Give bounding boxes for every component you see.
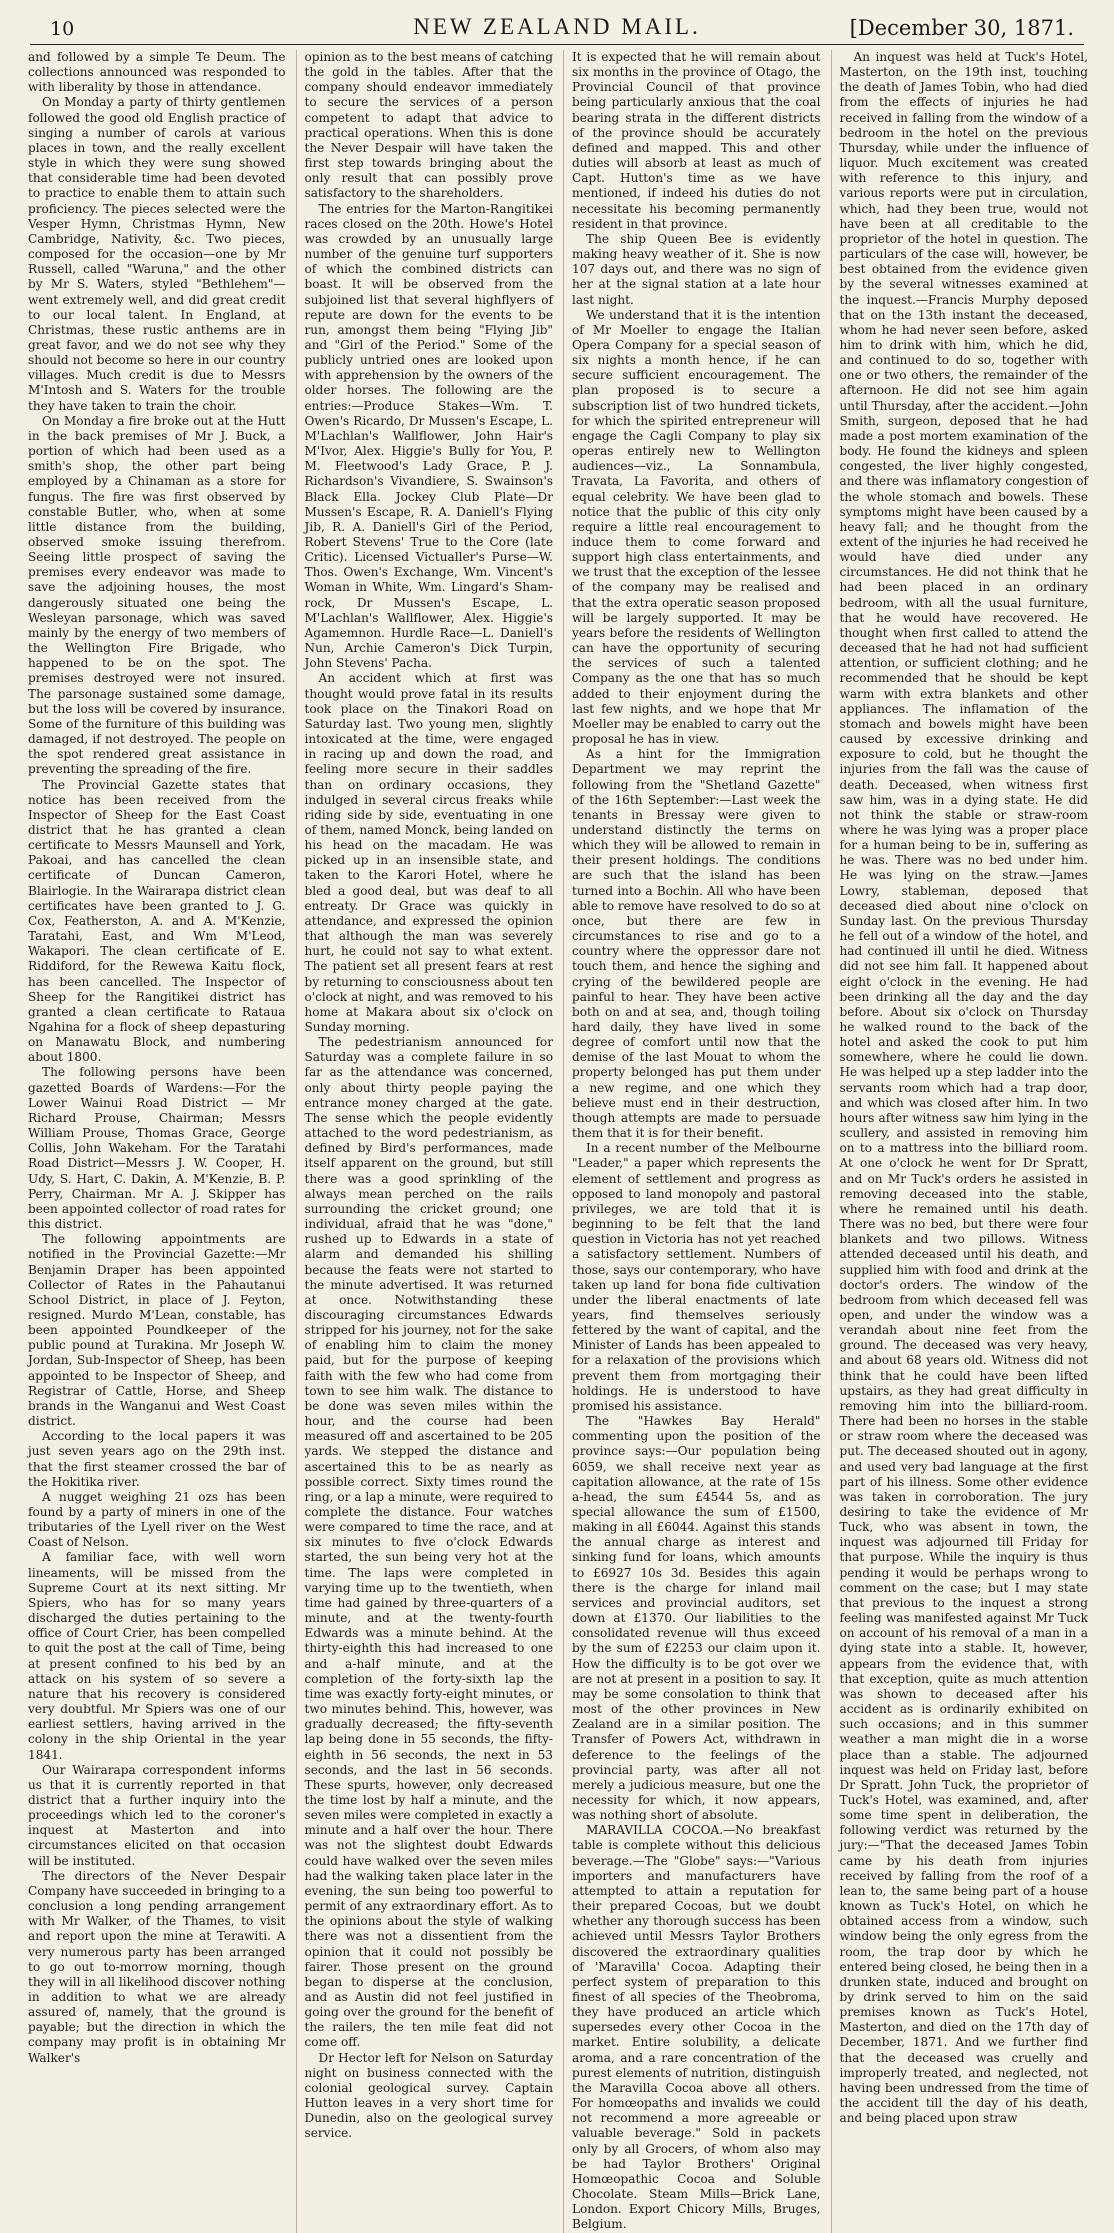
paragraph: An accident which at first was thought would prove fatal in its results took place on the Tinakori Road on Saturday last. Two young men, slightly intoxicated at the time, were engaged in racing up and down the road, and feeling more secure in their saddles than on ordinary occasions, they indulged in several circus freaks while riding side by side, eventuating in one of them, named Monck, being landed on his head on the macadam. He was picked up in an insensible state, and taken to the Karori Hotel, where he bled a good deal, but was deaf to all entreaty. Dr Grace was quickly in attendance, and expressed the opinion that although the man was severely hurt, he could not say to what extent. The patient set all present fears at rest by returning to consciousness about ten o'clock at night, and was removed to his home at Makara about six o'clock on Sunday morning.	[304, 671, 553, 1034]
paragraph: opinion as to the best means of catching the gold in the tables. After that the company should endeavor immediately to secure the services of a person competent to adapt that advice to practical operations. When this is done the Never Despair will have taken the first step towards bringing about the only result that can possibly prove satisfactory to the shareholders.	[304, 50, 553, 201]
paragraph: As a hint for the Immigration Department we may reprint the following from the "Shetland Gazette" of the 16th September:—Last week the tenants in Bressay were given to understand distinctly the terms on which they will be allowed to remain in their present holdings. The conditions are such that the island has been turned into a Bochin. All who have been able to remove have resolved to do so at once, but there are few in circumstances to rise and go to a country where the oppressor dare not touch them, and hence the sighing and crying of the bewildered people are painful to hear. They have been active both on and at sea, and, though toiling hard daily, they have lived in some degree of comfort until now that the demise of the last Mouat to whom the property belonged has put them under a new regime, and one which they believe must end in their destruction, though attempts are made to persuade them that it is for their benefit.	[572, 747, 821, 1141]
paragraph: The pedestrianism announced for Saturday was a complete failure in so far as the attendance was concerned, only about thirty people paying the entrance money charged at the gate. The sense which the people evidently attached to the word pedestrianism, as defined by Bird's performances, made itself apparent on the ground, but still there was a good sprinkling of the always mean perched on the rails surrounding the cricket ground; one individual, afraid that he was "done," rushed up to Edwards in a state of alarm and demanded his shilling because the feats were not started to the minute advertised. It was returned at once. Notwithstanding these discouraging circumstances Edwards stripped for his journey, not for the sake of enabling him to claim the money paid, but for the purpose of keeping faith with the few who had come from town to see him walk. The distance to be done was seven miles within the hour, and the course had been measured off and ascertained to be 205 yards. We stepped the distance and ascertained this to be as nearly as possible correct. Sixty times round the ring, or a lap a minute, were required to complete the distance. Four watches were compared to time the race, and at six minutes to five o'clock Edwards started, the sun being very hot at the time. The laps were completed in varying time up to the twentieth, when time had gained by three-quarters of a minute, and at the twenty-fourth Edwards was a minute behind. At the thirty-eighth this had increased to one and a-half minute, and at the completion of the forty-sixth lap the time was exactly forty-eight minutes, or two minutes behind. This, however, was gradually decreased; the fifty-seventh lap being done in 55 seconds, the fifty-eighth in 56 seconds, the next in 53 seconds, and the last in 56 seconds. These spurts, however, only decreased the time lost by half a minute, and the seven miles were completed in exactly a minute and a half over the hour. There was not the slightest doubt Edwards could have walked over the seven miles had the walking taken place later in the evening, the sun being too powerful to permit of any extraordinary effort. As to the opinions about the style of walking there was not a dissentient from the opinion that it could not possibly be fairer. Those present on the ground began to disperse at the conclusion, and as Austin did not feel justified in going over the ground for the benefit of the railers, the ten mile feat did not come off.	[304, 1035, 553, 2050]
paragraph: According to the local papers it was just seven years ago on the 29th inst. that the first steamer crossed the bar of the Hokitika river.	[28, 1429, 286, 1489]
paragraph: Our Wairarapa correspondent informs us that it is currently reported in that district that a further inquiry into the proceedings which led to the coroner's inquest at Masterton and into circumstances elicited on that occasion will be instituted.	[28, 1762, 286, 1868]
paragraph: The ship Queen Bee is evidently making heavy weather of it. She is now 107 days out, and there was no sign of her at the signal station at a late hour last night.	[572, 231, 821, 307]
page-number: 10	[50, 18, 75, 40]
paragraph: A nugget weighing 21 ozs has been found by a party of miners in one of the tributaries of the Lyell river on the West Coast of Nelson.	[28, 1489, 286, 1550]
paragraph: On Monday a fire broke out at the Hutt in the back premises of Mr J. Buck, a portion of which had been used as a smith's shop, the other part being employed by a Chinaman as a store for fungus. The fire was first observed by constable Butler, who, when at some little distance from the building, observed smoke issuing therefrom. Seeing little prospect of saving the premises every endeavor was made to save the adjoining houses, the most dangerously situated one being the Wesleyan parsonage, which was saved mainly by the energy of two members of the Wellington Fire Brigade, who happened to be on the spot. The premises destroyed were not insured. The parsonage sustained some damage, but the loss will be covered by insurance. Some of the furniture of this building was damaged, if not destroyed. The people on the spot rendered great assistance in preventing the spreading of the fire.	[28, 413, 286, 777]
paragraph: An inquest was held at Tuck's Hotel, Masterton, on the 19th inst, touching the death of James Tobin, who had died from the effects of injuries he had received in falling from the window of a bedroom in the hotel on the previous Thursday, while under the influence of liquor. Much excitement was created with reference to this injury, and various reports were put in circulation, which, had they been true, would not have been at all creditable to the proprietor of the hotel in question. The particulars of the case will, however, be best obtained from the evidence given by the several witnesses examined at the inquest.—Francis Murphy deposed that on the 13th instant the deceased, whom he had never seen before, asked him to drink with him, which he did, and continued to do so, together with one or two others, the remainder of the afternoon. He did not see him again until Thursday, after the accident.—John Smith, surgeon, deposed that he had made a post mortem examination of the body. He found the kidneys and spleen congested, the liver highly congested, and there was inflamatory congestion of the whole stomach and bowels. These symptoms might have been caused by a heavy fall; and he thought from the extent of the injuries he had received he would have died under any circumstances. He did not think that he had been placed in an ordinary bedroom, with all the usual furniture, that he would have recovered. He thought when first called to attend the deceased that he had not had sufficient attention, or sufficient clothing; and he recommended that he should be kept warm with extra blankets and other appliances. The inflamation of the stomach and bowels might have been caused by excessive drinking and exposure to cold, but he thought the injuries from the fall was the cause of death. Deceased, when witness first saw him, was in a dying state. He did not think the stable or straw-room where he was lying was a proper place for a human being to be in, suffering as he was. There was no bed under him. He was lying on the straw.—James Lowry, stableman, deposed that deceased died about nine o'clock on Sunday last. On the previous Thursday he fell out of a window of the hotel, and had continued ill until he died. Witness did not see him fall. It happened about eight o'clock in the evening. He had been drinking all the day and the day before. About six o'clock on Thursday he walked round to the back of the hotel and asked the cook to put him somewhere, where he could lie down. He was helped up a step ladder into the servants room which had a trap door, and which was closed after him. In two hours after witness saw him lying in the scullery, and assisted in removing him on to a mattress into the billiard room. At one o'clock he went for Dr Spratt, and on Mr Tuck's orders he assisted in removing deceased into the stable, where he remained until his death. There was no bed, but there were four blankets and two pillows. Witness attended deceased until his death, and supplied him with food and drink at the doctor's orders. The window of the bedroom from which deceased fell was open, and under the window was a verandah about nine feet from the ground. The deceased was very heavy, and about 68 years old. Witness did not think that he could have been lifted upstairs, as they had great difficulty in removing him into the billiard-room. There had been no horses in the stable or straw room where the deceased was put. The deceased shouted out in agony, and used very bad language at the first part of his illness. Some other evidence was taken in corroboration. The jury desiring to take the evidence of Mr Tuck, who was absent in town, the inquest was adjourned till Friday for that purpose. While the inquiry is thus pending it would be perhaps wrong to comment on the case; but I may state that previous to the inquest a strong feeling was manifested against Mr Tuck on account of his removal of a man in a dying state into a stable. It, however, appears from the evidence that, with that exception, quite as much attention was shown to deceased after his accident as is ordinarily exhibited on such occasions; and in this summer weather a man might die in a worse place than a stable. The adjourned inquest was held on Friday last, before Dr Spratt. John Tuck, the proprietor of Tuck's Hotel, was examined, and, after some time spent in deliberation, the following verdict was returned by the jury:—"That the deceased James Tobin came by his death from injuries received by falling from the roof of a lean to, the same being part of a house known as Tuck's Hotel, on which he obtained access from a window, such window being the only egress from the room, the trap door by which he entered being closed, he being then in a drunken state, induced and brought on by drink served to him on the said premises known as Tuck's Hotel, Masterton, and died on the 17th day of December, 1871. And we further find that the deceased was cruelly and improperly treated, and neglected, not having been undressed from the time of the accident till the day of his death, and being placed upon straw	[839, 50, 1088, 2126]
column-2	[296, 50, 554, 2233]
article-columns	[28, 50, 1088, 2232]
paragraph: The Provincial Gazette states that notice has been received from the Inspector of Sheep for the East Coast district that he has granted a clean certificate to Messrs Maunsell and York, Pakoai, and has cancelled the clean certificate of Duncan Cameron, Blairlogie. In the Wairarapa district clean certificates have been granted to J. G. Cox, Featherston, A. and A. M'Kenzie, Taratahi, East, and Wm M'Leod, Wakapori. The clean certificate of E. Riddiford, for the Rewewa Kaitu flock, has been cancelled. The Inspector of Sheep for the Rangitikei district has granted a clean certificate to Rataua Ngahina for a flock of sheep depasturing on Manawatu Block, and numbering about 1800.	[28, 777, 286, 1065]
paragraph: We understand that it is the intention of Mr Moeller to engage the Italian Opera Company for a special season of six nights a month hence, if he can secure sufficient encouragement. The plan proposed is to secure a subscription list of two hundred tickets, for which the spirited entrepreneur will engage the Cagli Company to play six operas entirely new to Wellington audiences—viz., La Sonnambula, Travata, La Favorita, and others of equal celebrity. We have been glad to notice that the public of this city only require a little real encouragement to induce them to come forward and support high class entertainments, and we trust that the exception of the lessee of the company may be realised and that the extra operatic season proposed will be largely supported. It may be years before the residents of Wellington can have the opportunity of securing the services of such a talented Company as the one that has so much added to their enjoyment during the last few nights, and we hope that Mr Moeller may be enabled to carry out the proposal he has in view.	[572, 307, 821, 747]
page-header	[30, 10, 1084, 45]
paragraph: The directors of the Never Despair Company have succeeded in bringing to a conclusion a long pending arrangement with Mr Walker, of the Thames, to visit and report upon the mine at Terawiti. A very numerous party has been arranged to go out to-morrow morning, though they will in all likelihood discover nothing in addition to what we are already assured of, namely, that the ground is payable; but the direction in which the company may profit is in obtaining Mr Walker's	[28, 1868, 286, 2065]
column-4	[831, 50, 1089, 2233]
paragraph: On Monday a party of thirty gentlemen followed the good old English practice of singing a number of carols at various places in town, and the really excellent style in which they were sung showed that considerable time had been devoted to practice to enable them to attain such proficiency. The pieces selected were the Vesper Hymn, Christmas Hymn, New Cambridge, Nativity, &c. Two pieces, composed for the occasion—one by Mr Russell, called "Waruna," and the other by Mr S. Waters, styled "Bethlehem"—went extremely well, and did great credit to our local talent. In England, at Christmas, these rustic anthems are in great favor, and we do not see why they should not become so here in our country villages. Much credit is due to Messrs M'Intosh and S. Waters for the trouble they have taken to train the choir.	[28, 95, 286, 413]
paragraph: A familiar face, with well worn lineaments, will be missed from the Supreme Court at its next sitting. Mr Spiers, who has for so many years discharged the duties pertaining to the office of Court Crier, has been compelled to quit the post at the call of Time, being at present confined to his bed by an attack on his system of so severe a nature that his recovery is considered very doubtful. Mr Spiers was one of our earliest settlers, having arrived in the colony in the ship Oriental in the year 1841.	[28, 1550, 286, 1762]
paragraph: and followed by a simple Te Deum. The collections announced was responded to with liberality by those in attendance.	[28, 50, 286, 95]
masthead-title: NEW ZEALAND MAIL.	[413, 14, 701, 39]
paragraph: In a recent number of the Melbourne "Leader," a paper which represents the element of settlement and progress as opposed to land monopoly and pastoral privileges, we are told that it is beginning to be felt that the land question in Victoria has not yet reached a satisfactory settlement. Numbers of those, says our contemporary, who have taken up land for bona fide cultivation under the liberal enactments of late years, find themselves seriously fettered by the want of capital, and the Minister of Lands has been appealed to for a relaxation of the provisions which prevent them from mortgaging their holdings. He is understood to have promised his assistance.	[572, 1141, 821, 1413]
column-1	[28, 50, 286, 2233]
column-3	[563, 50, 821, 2233]
issue-date: [December 30, 1871.	[849, 16, 1074, 40]
paragraph: The entries for the Marton-Rangitikei races closed on the 20th. Howe's Hotel was crowded by an unusually large number of the genuine turf supporters of which the combined districts can boast. It will be observed from the subjoined list that several highflyers of repute are down for the events to be run, amongst them being "Flying Jib" and "Girl of the Period." Some of the publicly untried ones are looked upon with apprehension by the owners of the older horses. The following are the entries:—Produce Stakes—Wm. T. Owen's Ricardo, Dr Mussen's Escape, L. M'Lachlan's Wallflower, John Hair's M'Ivor, Alex. Higgie's Bully for You, P. M. Fleetwood's Lady Grace, P. J. Richardson's Vivandiere, S. Swainson's Black Ella. Jockey Club Plate—Dr Mussen's Escape, R. A. Daniell's Flying Jib, R. A. Daniell's Girl of the Period, Robert Stevens' True to the Core (late Critic). Licensed Victualler's Purse—W. Thos. Owen's Exchange, Wm. Vincent's Woman in White, Wm. Lingard's Sham-rock, Dr Mussen's Escape, L. M'Lachlan's Wallflower, Alex. Higgie's Agamemnon. Hurdle Race—L. Daniell's Nun, Archie Cameron's Dick Turpin, John Stevens' Pacha.	[304, 201, 553, 671]
paragraph: The "Hawkes Bay Herald" commenting upon the position of the province says:—Our population being 6059, we shall receive next year as capitation allowance, at the rate of 15s a-head, the sum £4544 5s, and as special allowance the sum of £1500, making in all £6044. Against this stands the annual charge as interest and sinking fund for loans, which amounts to £6927 10s 3d. Besides this again there is the charge for inland mail services and provincial auditors, set down at £1370. Our liabilities to the consolidated revenue will thus exceed by the sum of £2253 our claim upon it. How the difficulty is to be got over we are not at present in a position to say. It may be some consolation to think that most of the other provinces in New Zealand are in a similar position. The Transfer of Powers Act, withdrawn in deference to the feelings of the provincial party, was after all not merely a judicious measure, but one the necessity for which, it now appears, was nothing short of absolute.	[572, 1414, 821, 1823]
paragraph: Dr Hector left for Nelson on Saturday night on business connected with the colonial geological survey. Captain Hutton leaves in a very short time for Dunedin, also on the geological survey service.	[304, 2050, 553, 2141]
paragraph: The following persons have been gazetted Boards of Wardens:—For the Lower Wainui Road District — Mr Richard Prouse, Chairman; Messrs William Prouse, Thomas Grace, George Collis, John Wakeham. For the Taratahi Road District—Messrs J. W. Cooper, H. Udy, S. Hart, C. Dakin, A. M'Kenzie, B. P. Perry, Chairman. Mr A. J. Skipper has been appointed collector of road rates for this district.	[28, 1065, 286, 1232]
advertisement-paragraph: MARAVILLA COCOA.—No breakfast table is complete without this delicious beverage.—The "Globe" says:—"Various importers and manufacturers have attempted to attain a reputation for their prepared Cocoas, but we doubt whether any thorough success has been achieved until Messrs Taylor Brothers discovered the extraordinary qualities of 'Maravilla' Cocoa. Adapting their perfect system of preparation to this finest of all species of the Theobroma, they have produced an article which supersedes every other Cocoa in the market. Entire solubility, a delicate aroma, and a rare concentration of the purest elements of nutrition, distinguish the Maravilla Cocoa above all others. For homœopaths and invalids we could not recommend a more agreeable or valuable beverage." Sold in packets only by all Grocers, of whom also may be had Taylor Brothers' Original Homœopathic Cocoa and Soluble Chocolate. Steam Mills—Brick Lane, London. Export Chicory Mills, Bruges, Belgium.	[572, 1823, 821, 2232]
paragraph: It is expected that he will remain about six months in the province of Otago, the Provincial Council of that province being particularly anxious that the coal bearing strata in the different districts of the province should be accurately defined and mapped. This and other duties will absorb at least as much of Capt. Hutton's time as we have mentioned, if indeed his duties do not necessitate his becoming permanently resident in that province.	[572, 50, 821, 231]
paragraph: The following appointments are notified in the Provincial Gazette:—Mr Benjamin Draper has been appointed Collector of Rates in the Pahautanui School District, in place of J. Feyton, resigned. Murdo M'Lean, constable, has been appointed Poundkeeper of the public pound at Turakina. Mr Joseph W. Jordan, Sub-Inspector of Sheep, has been appointed to be Inspector of Sheep, and Registrar of Cattle, Horse, and Sheep brands in the Wanganui and West Coast district.	[28, 1232, 286, 1429]
